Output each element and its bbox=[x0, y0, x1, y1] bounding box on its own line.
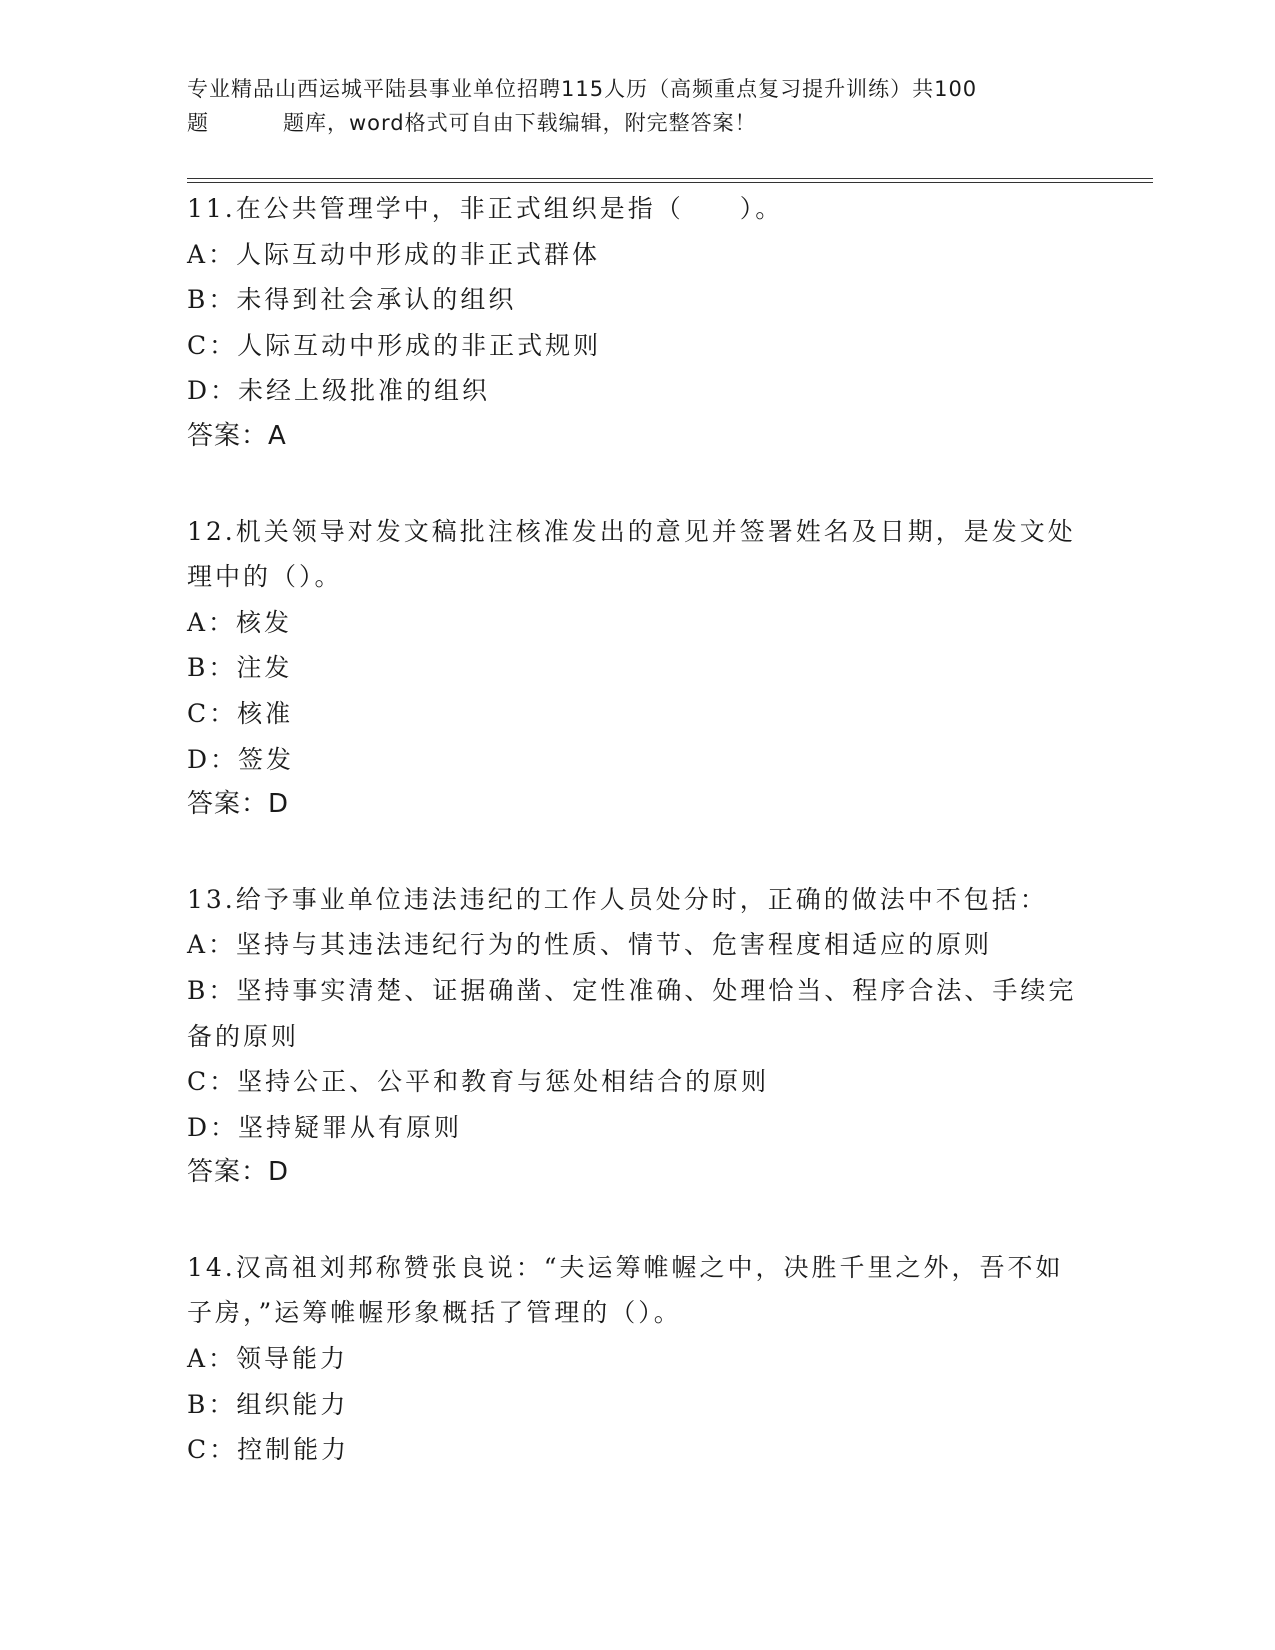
header-title-line1: 专业精品山西运城平陆县事业单位招聘115人历（高频重点复习提升训练）共100 bbox=[187, 77, 978, 101]
question-stem: 11.在公共管理学中，非正式组织是指（ ）。 bbox=[187, 194, 784, 223]
option-b: B：组织能力 bbox=[187, 1389, 349, 1419]
question-12 bbox=[187, 509, 1087, 828]
header-title-line2-right: 题库，word格式可自由下载编辑，附完整答案！ bbox=[283, 111, 757, 135]
header-title-line2-left: 题 bbox=[187, 111, 209, 135]
option-d: D：坚持疑罪从有原则 bbox=[187, 1112, 463, 1142]
option-b: B：坚持事实清楚、证据确凿、定性准确、处理恰当、程序合法、手续完备的原则 bbox=[187, 975, 1077, 1051]
option-a: A：人际互动中形成的非正式群体 bbox=[187, 239, 601, 269]
answer: 答案：A bbox=[187, 420, 287, 451]
option-d: D：未经上级批准的组织 bbox=[187, 376, 491, 406]
header-title-line2 bbox=[187, 106, 1087, 140]
answer: 答案：D bbox=[187, 789, 290, 820]
option-b: B：未得到社会承认的组织 bbox=[187, 285, 517, 315]
option-d: D：签发 bbox=[187, 744, 295, 774]
question-list bbox=[187, 186, 1087, 1522]
question-stem: 13.给予事业单位违法违纪的工作人员处分时，正确的做法中不包括： bbox=[187, 884, 1048, 914]
option-c: C：核准 bbox=[187, 698, 294, 728]
question-stem: 14.汉高祖刘邦称赞张良说：“夫运筹帷幄之中，决胜千里之外，吾不如子房，”运筹帷幄形象概括了管理的（）。 bbox=[187, 1252, 1064, 1328]
header-divider-bottom bbox=[187, 182, 1153, 183]
answer: 答案：D bbox=[187, 1157, 290, 1188]
question-13 bbox=[187, 877, 1087, 1196]
option-c: C：坚持公正、公平和教育与惩处相结合的原则 bbox=[187, 1067, 770, 1097]
option-c: C：控制能力 bbox=[187, 1435, 350, 1465]
option-a: A：领导能力 bbox=[187, 1344, 349, 1374]
header-divider-top bbox=[187, 178, 1153, 179]
question-11 bbox=[187, 186, 1087, 460]
option-b: B：注发 bbox=[187, 653, 293, 683]
question-stem: 12.机关领导对发文稿批注核准发出的意见并签署姓名及日期，是发文处理中的（）。 bbox=[187, 516, 1076, 592]
document-header bbox=[187, 72, 1087, 140]
option-a: A：核发 bbox=[187, 607, 293, 637]
option-c: C：人际互动中形成的非正式规则 bbox=[187, 330, 602, 360]
question-14 bbox=[187, 1245, 1087, 1473]
option-a: A：坚持与其违法违纪行为的性质、情节、危害程度相适应的原则 bbox=[187, 930, 993, 960]
